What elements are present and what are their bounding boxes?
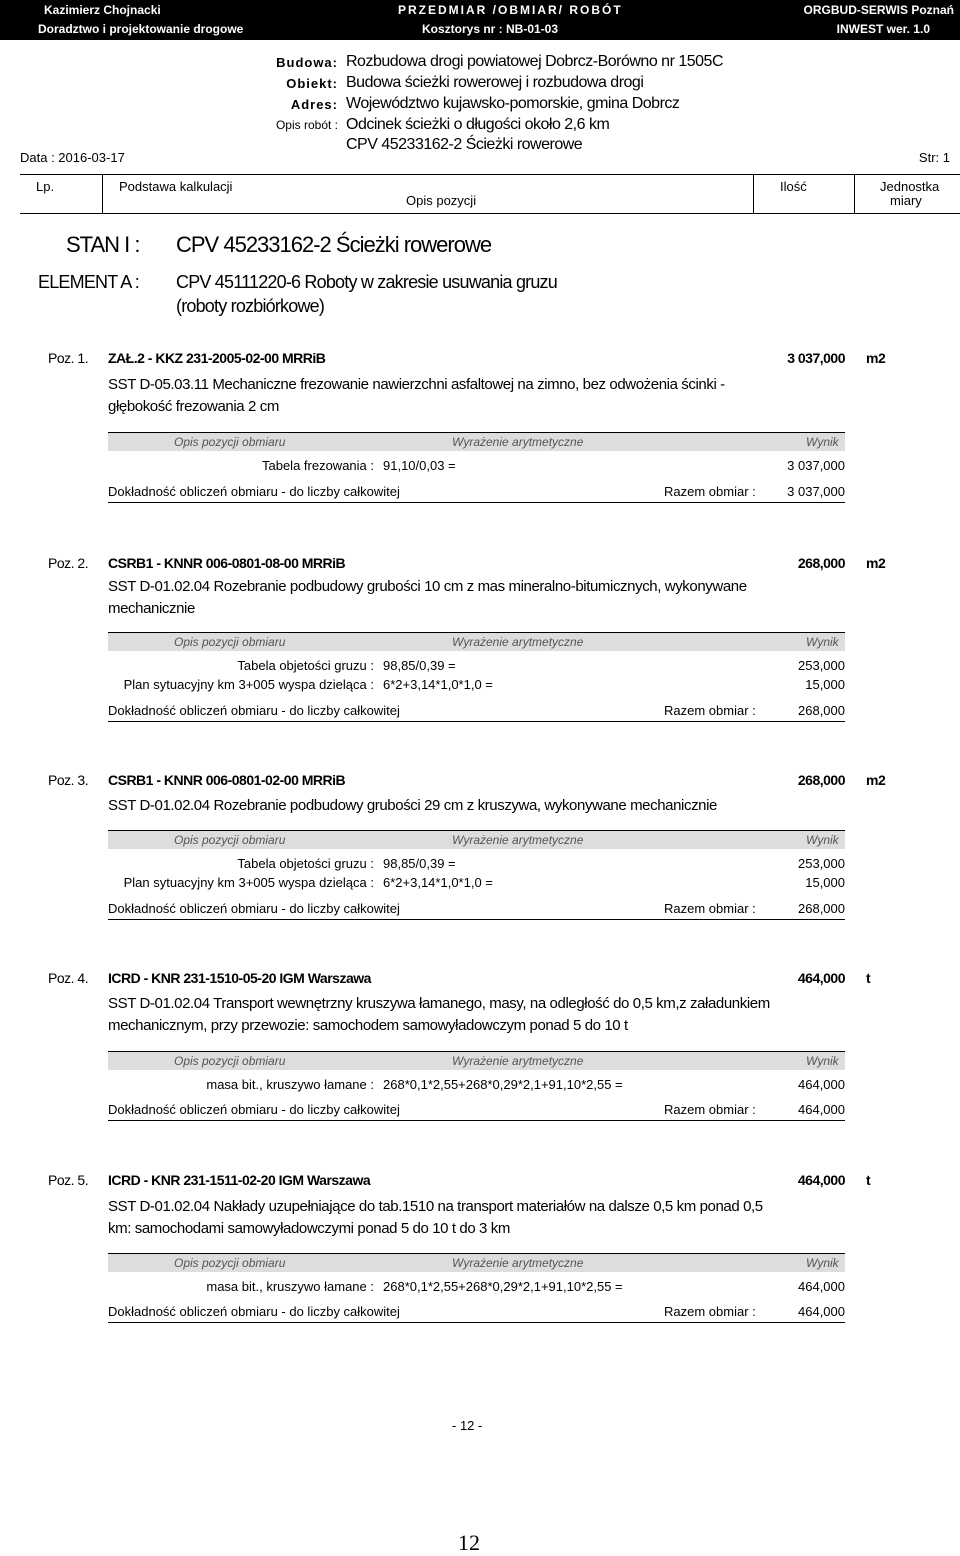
sum-underline: [108, 1119, 845, 1121]
measure-row-opis: Tabela frezowania :: [261, 458, 374, 473]
element-title: CPV 45111220-6 Roboty w zakresie usuwania gruzu: [176, 272, 557, 292]
opis-robot-label: Opis robót :: [275, 118, 338, 132]
measure-row-wynik: 253,000: [798, 856, 845, 871]
measure-header: Opis pozycji obmiaru Wyrażenie arytmetyczne Wynik: [108, 632, 845, 651]
measure-header: Opis pozycji obmiaru Wyrażenie arytmetyczne Wynik: [108, 432, 845, 451]
sum-underline: [108, 720, 845, 722]
measure-row-wyrazenie: 91,10/0,03 =: [383, 458, 456, 473]
poz-opis: SST D-01.02.04 Rozebranie podbudowy grubości 10 cm z mas mineralno-bitumicznych, wykonywane mechanicznie: [108, 578, 747, 617]
obiekt-value: Budowa ścieżki rowerowej i rozbudowa drogi: [346, 74, 644, 91]
measure-row-opis: masa bit., kruszywo łamane :: [206, 1077, 374, 1092]
author-name: Kazimierz Chojnacki: [44, 3, 161, 17]
measure-row-opis: masa bit., kruszywo łamane :: [206, 1279, 374, 1294]
col-opis: Opis pozycji: [406, 193, 477, 208]
measure-row-wynik: 253,000: [798, 658, 845, 673]
document-date: Data : 2016-03-17: [20, 150, 125, 165]
measure-header: Opis pozycji obmiaru Wyrażenie arytmetyczne Wynik: [108, 1253, 845, 1272]
measure-row-wyrazenie: 6*2+3,14*1,0*1,0 =: [383, 677, 493, 692]
col-miary: miary: [890, 193, 922, 208]
sum-underline: [108, 918, 845, 920]
opis-robot-value: Odcinek ścieżki o długości około 2,6 km: [346, 116, 610, 133]
page-marker: - 12 -: [452, 1418, 483, 1433]
obiekt-label: Obiekt:: [286, 76, 338, 91]
page-label: Str: 1: [918, 150, 950, 165]
sum-razem-label: Razem obmiar :: [664, 1102, 756, 1117]
measure-row-opis: Tabela objetości gruzu :: [237, 658, 374, 673]
measure-row-wynik: 15,000: [805, 677, 845, 692]
measure-row-wynik: 3 037,000: [787, 458, 845, 473]
adres-label: Adres:: [290, 97, 338, 112]
poz-number: Poz. 2.: [48, 555, 89, 571]
sum-razem-value: 464,000: [798, 1102, 845, 1117]
element-label: ELEMENT A :: [38, 272, 139, 292]
poz-ilosc: 268,000: [797, 772, 845, 788]
sum-underline: [108, 1321, 845, 1323]
measure-header: Opis pozycji obmiaru Wyrażenie arytmetyczne Wynik: [108, 1051, 845, 1070]
measure-row-wyrazenie: 6*2+3,14*1,0*1,0 =: [383, 875, 493, 890]
poz-ilosc: 3 037,000: [787, 350, 845, 366]
poz-number: Poz. 1.: [48, 350, 89, 366]
poz-podstawa: ICRD - KNR 231-1510-05-20 IGM Warszawa: [108, 970, 371, 986]
col-lp: Lp.: [36, 179, 55, 194]
sum-dokladnosc: Dokładność obliczeń obmiaru - do liczby całkowitej: [108, 484, 400, 499]
col-ilosc: Ilość: [780, 179, 807, 194]
sum-razem-value: 464,000: [798, 1304, 845, 1319]
sum-razem-value: 268,000: [798, 703, 845, 718]
author-subtitle: Doradztwo i projektowanie drogowe: [38, 22, 244, 36]
poz-podstawa: CSRB1 - KNNR 006-0801-02-00 MRRiB: [108, 772, 346, 788]
poz-opis: SST D-01.02.04 Nakłady uzupełniające do tab.1510 na transport materiałów na dalsze 0,5 km ponad 0,5 km: samochodami samowyładowczymi ponad 5 do 10 t do 3 km: [108, 1198, 763, 1237]
measure-row-wyrazenie: 98,85/0,39 =: [383, 658, 456, 673]
sum-dokladnosc: Dokładność obliczeń obmiaru - do liczby całkowitej: [108, 1304, 400, 1319]
stan-title: CPV 45233162-2 Ścieżki rowerowe: [176, 232, 492, 257]
poz-jm: m2: [866, 555, 886, 571]
poz-ilosc: 464,000: [797, 1172, 845, 1188]
element-subtitle: (roboty rozbiórkowe): [176, 296, 325, 316]
sum-dokladnosc: Dokładność obliczeń obmiaru - do liczby całkowitej: [108, 1102, 400, 1117]
poz-number: Poz. 3.: [48, 772, 89, 788]
measure-row-wyrazenie: 268*0,1*2,55+268*0,29*2,1+91,10*2,55 =: [383, 1279, 623, 1294]
software-version: INWEST wer. 1.0: [836, 22, 930, 36]
budowa-value: Rozbudowa drogi powiatowej Dobrcz-Borówno nr 1505C: [346, 53, 723, 70]
poz-podstawa: CSRB1 - KNNR 006-0801-08-00 MRRiB: [108, 555, 346, 571]
poz-podstawa: ZAŁ.2 - KKZ 231-2005-02-00 MRRiB: [108, 350, 326, 366]
poz-jm: m2: [866, 772, 886, 788]
document-type: PRZEDMIAR /OBMIAR/ ROBÓT: [398, 3, 623, 17]
poz-jm: m2: [866, 350, 886, 366]
sum-razem-label: Razem obmiar :: [664, 703, 756, 718]
poz-podstawa: ICRD - KNR 231-1511-02-20 IGM Warszawa: [108, 1172, 371, 1188]
poz-ilosc: 268,000: [797, 555, 845, 571]
top-header-bar: [0, 0, 960, 40]
sum-razem-value: 3 037,000: [787, 484, 845, 499]
measure-header: Opis pozycji obmiaru Wyrażenie arytmetyczne Wynik: [108, 830, 845, 849]
poz-jm: t: [866, 970, 871, 986]
sum-dokladnosc: Dokładność obliczeń obmiaru - do liczby całkowitej: [108, 703, 400, 718]
sum-razem-label: Razem obmiar :: [664, 1304, 756, 1319]
budowa-label: Budowa:: [276, 55, 338, 70]
measure-row-wynik: 15,000: [805, 875, 845, 890]
sum-underline: [108, 501, 845, 503]
poz-number: Poz. 5.: [48, 1172, 89, 1188]
poz-opis: SST D-05.03.11 Mechaniczne frezowanie nawierzchni asfaltowej na zimno, bez odwożenia ścinki - głębokość frezowania 2 cm: [108, 376, 725, 415]
poz-number: Poz. 4.: [48, 970, 89, 986]
column-header: [20, 174, 960, 214]
measure-row-wyrazenie: 268*0,1*2,55+268*0,29*2,1+91,10*2,55 =: [383, 1077, 623, 1092]
adres-value: Województwo kujawsko-pomorskie, gmina Dobrcz: [346, 95, 680, 112]
measure-row-opis: Plan sytuacyjny km 3+005 wyspa dzieląca :: [123, 677, 374, 692]
col-jednostka: Jednostka: [880, 179, 940, 194]
estimate-number: Kosztorys nr : NB-01-03: [422, 22, 559, 36]
measure-row-opis: Tabela objetości gruzu :: [237, 856, 374, 871]
col-podstawa: Podstawa kalkulacji: [119, 179, 233, 194]
measure-row-opis: Plan sytuacyjny km 3+005 wyspa dzieląca :: [123, 875, 374, 890]
sum-razem-label: Razem obmiar :: [664, 484, 756, 499]
software-vendor: ORGBUD-SERWIS Poznań: [803, 3, 954, 17]
poz-ilosc: 464,000: [797, 970, 845, 986]
poz-jm: t: [866, 1172, 871, 1188]
stan-label: STAN I :: [66, 232, 140, 257]
sum-razem-value: 268,000: [798, 901, 845, 916]
measure-row-wyrazenie: 98,85/0,39 =: [383, 856, 456, 871]
page-number: 12: [458, 1530, 480, 1555]
sum-dokladnosc: Dokładność obliczeń obmiaru - do liczby całkowitej: [108, 901, 400, 916]
sum-razem-label: Razem obmiar :: [664, 901, 756, 916]
opis-robot-cpv: CPV 45233162-2 Ścieżki rowerowe: [346, 136, 583, 153]
measure-row-wynik: 464,000: [798, 1279, 845, 1294]
measure-row-wynik: 464,000: [798, 1077, 845, 1092]
poz-opis: SST D-01.02.04 Transport wewnętrzny kruszywa łamanego, masy, na odległość do 0,5 km,z załadunkiem mechanicznym, przy przewozie: samochodem samowyładowczym ponad 5 do 10 t: [108, 995, 770, 1034]
poz-opis: SST D-01.02.04 Rozebranie podbudowy grubości 29 cm z kruszywa, wykonywane mechanicznie: [108, 797, 717, 814]
